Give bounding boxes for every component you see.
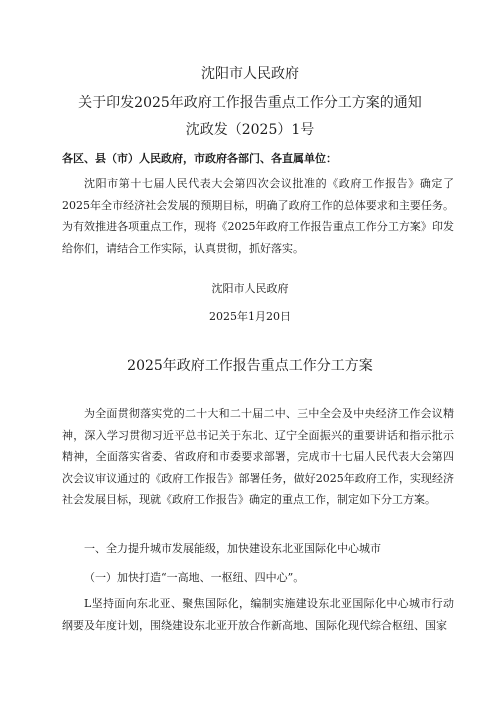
notice-signature: 沈阳市人民政府	[211, 282, 289, 295]
plan-section-heading: 一、全力提升城市发展能级，加快建设东北亚国际化中心城市	[84, 542, 381, 555]
notice-issuer: 沈阳市人民政府	[201, 66, 299, 82]
plan-title: 2025年政府工作报告重点工作分工方案	[127, 358, 373, 374]
plan-subsection-heading: （一）加快打造“一高地、一枢纽、四中心”。	[84, 571, 305, 584]
notice-title: 关于印发2025年政府工作报告重点工作分工方案的通知	[78, 95, 422, 111]
plan-intro: 为全面贯彻落实党的二十大和二十届二中、三中全会及中央经济工作会议精神，深入学习贯彻习近平总书记关于东北、辽宁全面振兴的重要讲话和指示批示精神，全面落实省委、省政府和市委要求部署，完成市十七届人民代表大会第四次会议审议通过的《政府工作报告》部署任务，做好2025年政府工作，实现经济社会发展目标，现就《政府工作报告》确定的重点工作，制定如下分工方案。	[62, 407, 454, 506]
notice-date: 2025年1月20日	[209, 310, 291, 323]
notice-addressee: 各区、县（市）人民政府，市政府各部门、各直属单位：	[62, 152, 337, 165]
notice-body: 沈阳市第十七届人民代表大会第四次会议批准的《政府工作报告》确定了2025年全市经济社会发展的预期目标，明确了政府工作的总体要求和主要任务。为有效推进各项重点工作，现将《2025年政府工作报告重点工作分工方案》印发给你们，请结合工作实际，认真贯彻，抓好落实。	[62, 177, 454, 255]
plan-item-text: L坚持面向东北亚、聚焦国际化，编制实施建设东北亚国际化中心城市行动纲要及年度计划，围绕建设东北亚开放合作新高地、国际化现代综合枢纽、国家	[62, 597, 454, 632]
notice-doc-number: 沈政发（2025）1号	[185, 122, 315, 138]
